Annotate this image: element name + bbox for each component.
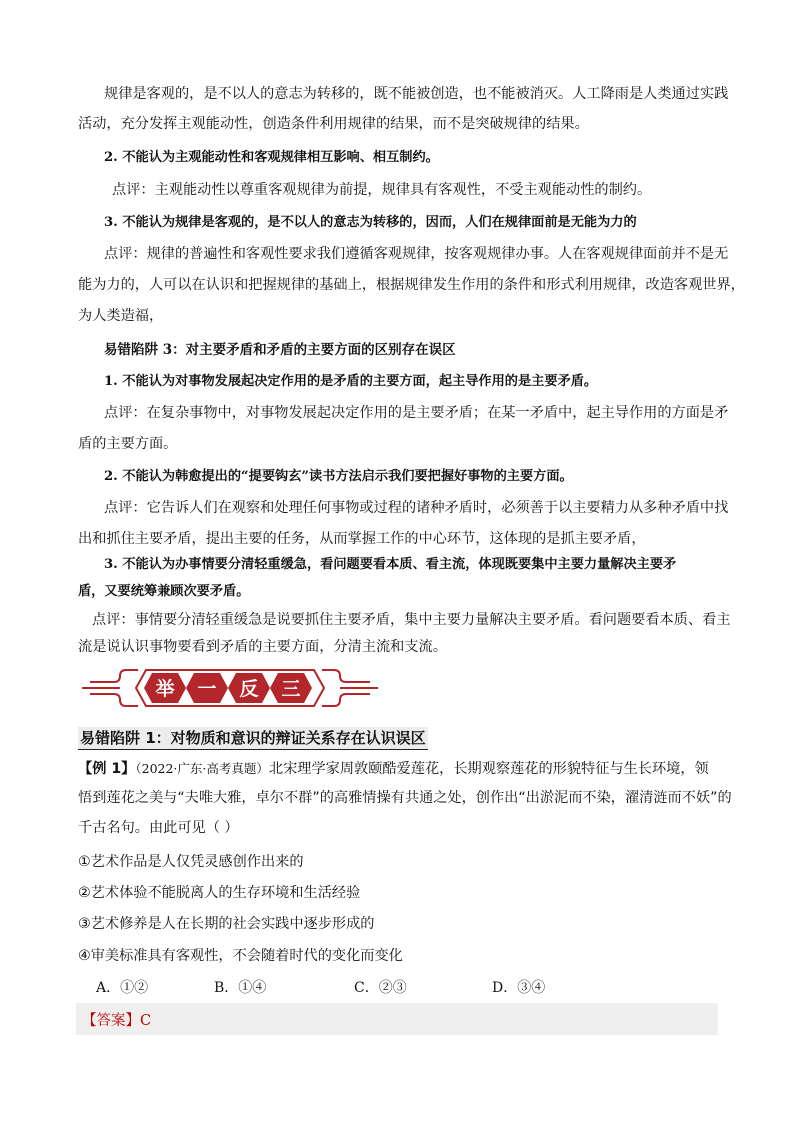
statement-2: ②艺术体验不能脱离人的生存环境和生活经验 — [78, 885, 361, 901]
point-heading: 2. 不能认为韩愈提出的“提要钩玄”读书方法启示我们要把握好事物的主要方面。 — [104, 469, 573, 484]
point-heading: 3. 不能认为规律是客观的，是不以人的意志为转移的，因而，人们在规律面前是无能为力的 — [104, 215, 637, 230]
example-line-1 — [78, 759, 709, 779]
answer-box — [76, 1003, 718, 1035]
comment-line: 点评：规律的普遍性和客观性要求我们遵循客观规律，按客观规律办事。人在客观规律面前并不是无 — [104, 246, 729, 262]
banner-left-ornament — [82, 670, 138, 706]
comment-line: 流是说认识事物要看到矛盾的主要方面，分清主流和支流。 — [78, 639, 447, 655]
comment-line: 为人类造福， — [78, 308, 164, 324]
comment-line: 点评：主观能动性以尊重客观规律为前提，规律具有客观性，不受主观能动性的制约。 — [112, 182, 652, 198]
question-line: 千古名句。由此可见（ ） — [78, 820, 239, 836]
example-source: （2022·广东·高考真题） — [135, 761, 269, 776]
comment-line: 出和抓住主要矛盾，提出主要的任务，从而掌握工作的中心环节，这体现的是抓主要矛盾， — [78, 531, 646, 547]
point-heading: 盾，又要统筹兼顾次要矛盾。 — [78, 584, 250, 599]
banner-char: 反 — [239, 678, 259, 700]
paragraph-line: 活动，充分发挥主观能动性，创造条件利用规律的结果，而不是突破规律的结果。 — [78, 116, 589, 132]
statement-1: ①艺术作品是人仅凭灵感创作出来的 — [78, 854, 304, 870]
trap-heading: 易错陷阱 3：对主要矛盾和矛盾的主要方面的区别存在误区 — [104, 342, 456, 358]
question-line: 悟到莲花之美与“夫唯大雅，卓尔不群”的高雅情操有共通之处，创作出“出淤泥而不染，濯清涟而不妖”的 — [78, 790, 732, 806]
option-b: B．①④ — [214, 980, 267, 996]
point-heading: 1. 不能认为对事物发展起决定作用的是矛盾的主要方面，起主导作用的是主要矛盾。 — [104, 374, 598, 389]
comment-line: 点评：在复杂事物中，对事物发展起决定作用的是主要矛盾；在某一矛盾中，起主导作用的方面是矛 — [104, 405, 729, 421]
answer-value: C — [140, 1013, 152, 1029]
option-a: A．①② — [96, 980, 149, 996]
answer-line — [82, 1009, 151, 1030]
statement-3: ③艺术修养是人在长期的社会实践中逐步形成的 — [78, 916, 375, 932]
point-heading: 2. 不能认为主观能动性和客观规律相互影响、相互制约。 — [104, 150, 439, 165]
banner-char: 三 — [281, 678, 301, 700]
point-heading: 3. 不能认为办事情要分清轻重缓急，看问题要看本质、看主流，体现既要集中主要力量解决主要矛 — [104, 557, 677, 572]
comment-line: 点评：事情要分清轻重缓急是说要抓住主要矛盾，集中主要力量解决主要矛盾。看问题要看本质、看主 — [92, 612, 731, 628]
answer-label: 【答案】 — [82, 1013, 140, 1029]
section-banner — [80, 664, 380, 712]
trap-section-heading: 易错陷阱 1：对物质和意识的辩证关系存在认识误区 — [78, 727, 428, 750]
statement-4: ④审美标准具有客观性，不会随着时代的变化而变化 — [78, 948, 403, 964]
option-d: D．③④ — [492, 980, 546, 996]
comment-line: 点评：它告诉人们在观察和处理任何事物或过程的诸种矛盾时，必须善于以主要精力从多种矛盾中找 — [104, 500, 729, 516]
question-text: 北宋理学家周敦颐酷爱莲花，长期观察莲花的形貌特征与生长环境，领 — [268, 761, 709, 777]
paragraph-line: 规律是客观的，是不以人的意志为转移的，既不能被创造，也不能被消灭。人工降雨是人类通过实践 — [104, 86, 729, 102]
example-label: 【例 1】 — [78, 761, 136, 777]
banner-char: 举 — [155, 678, 175, 700]
comment-line: 盾的主要方面。 — [78, 436, 178, 452]
banner-right-ornament — [322, 670, 378, 706]
banner-char: 一 — [197, 678, 217, 700]
comment-line: 能为力的，人可以在认识和把握规律的基础上，根据规律发生作用的条件和形式利用规律，改造客观世界， — [78, 277, 745, 293]
option-c: C．②③ — [354, 980, 407, 996]
